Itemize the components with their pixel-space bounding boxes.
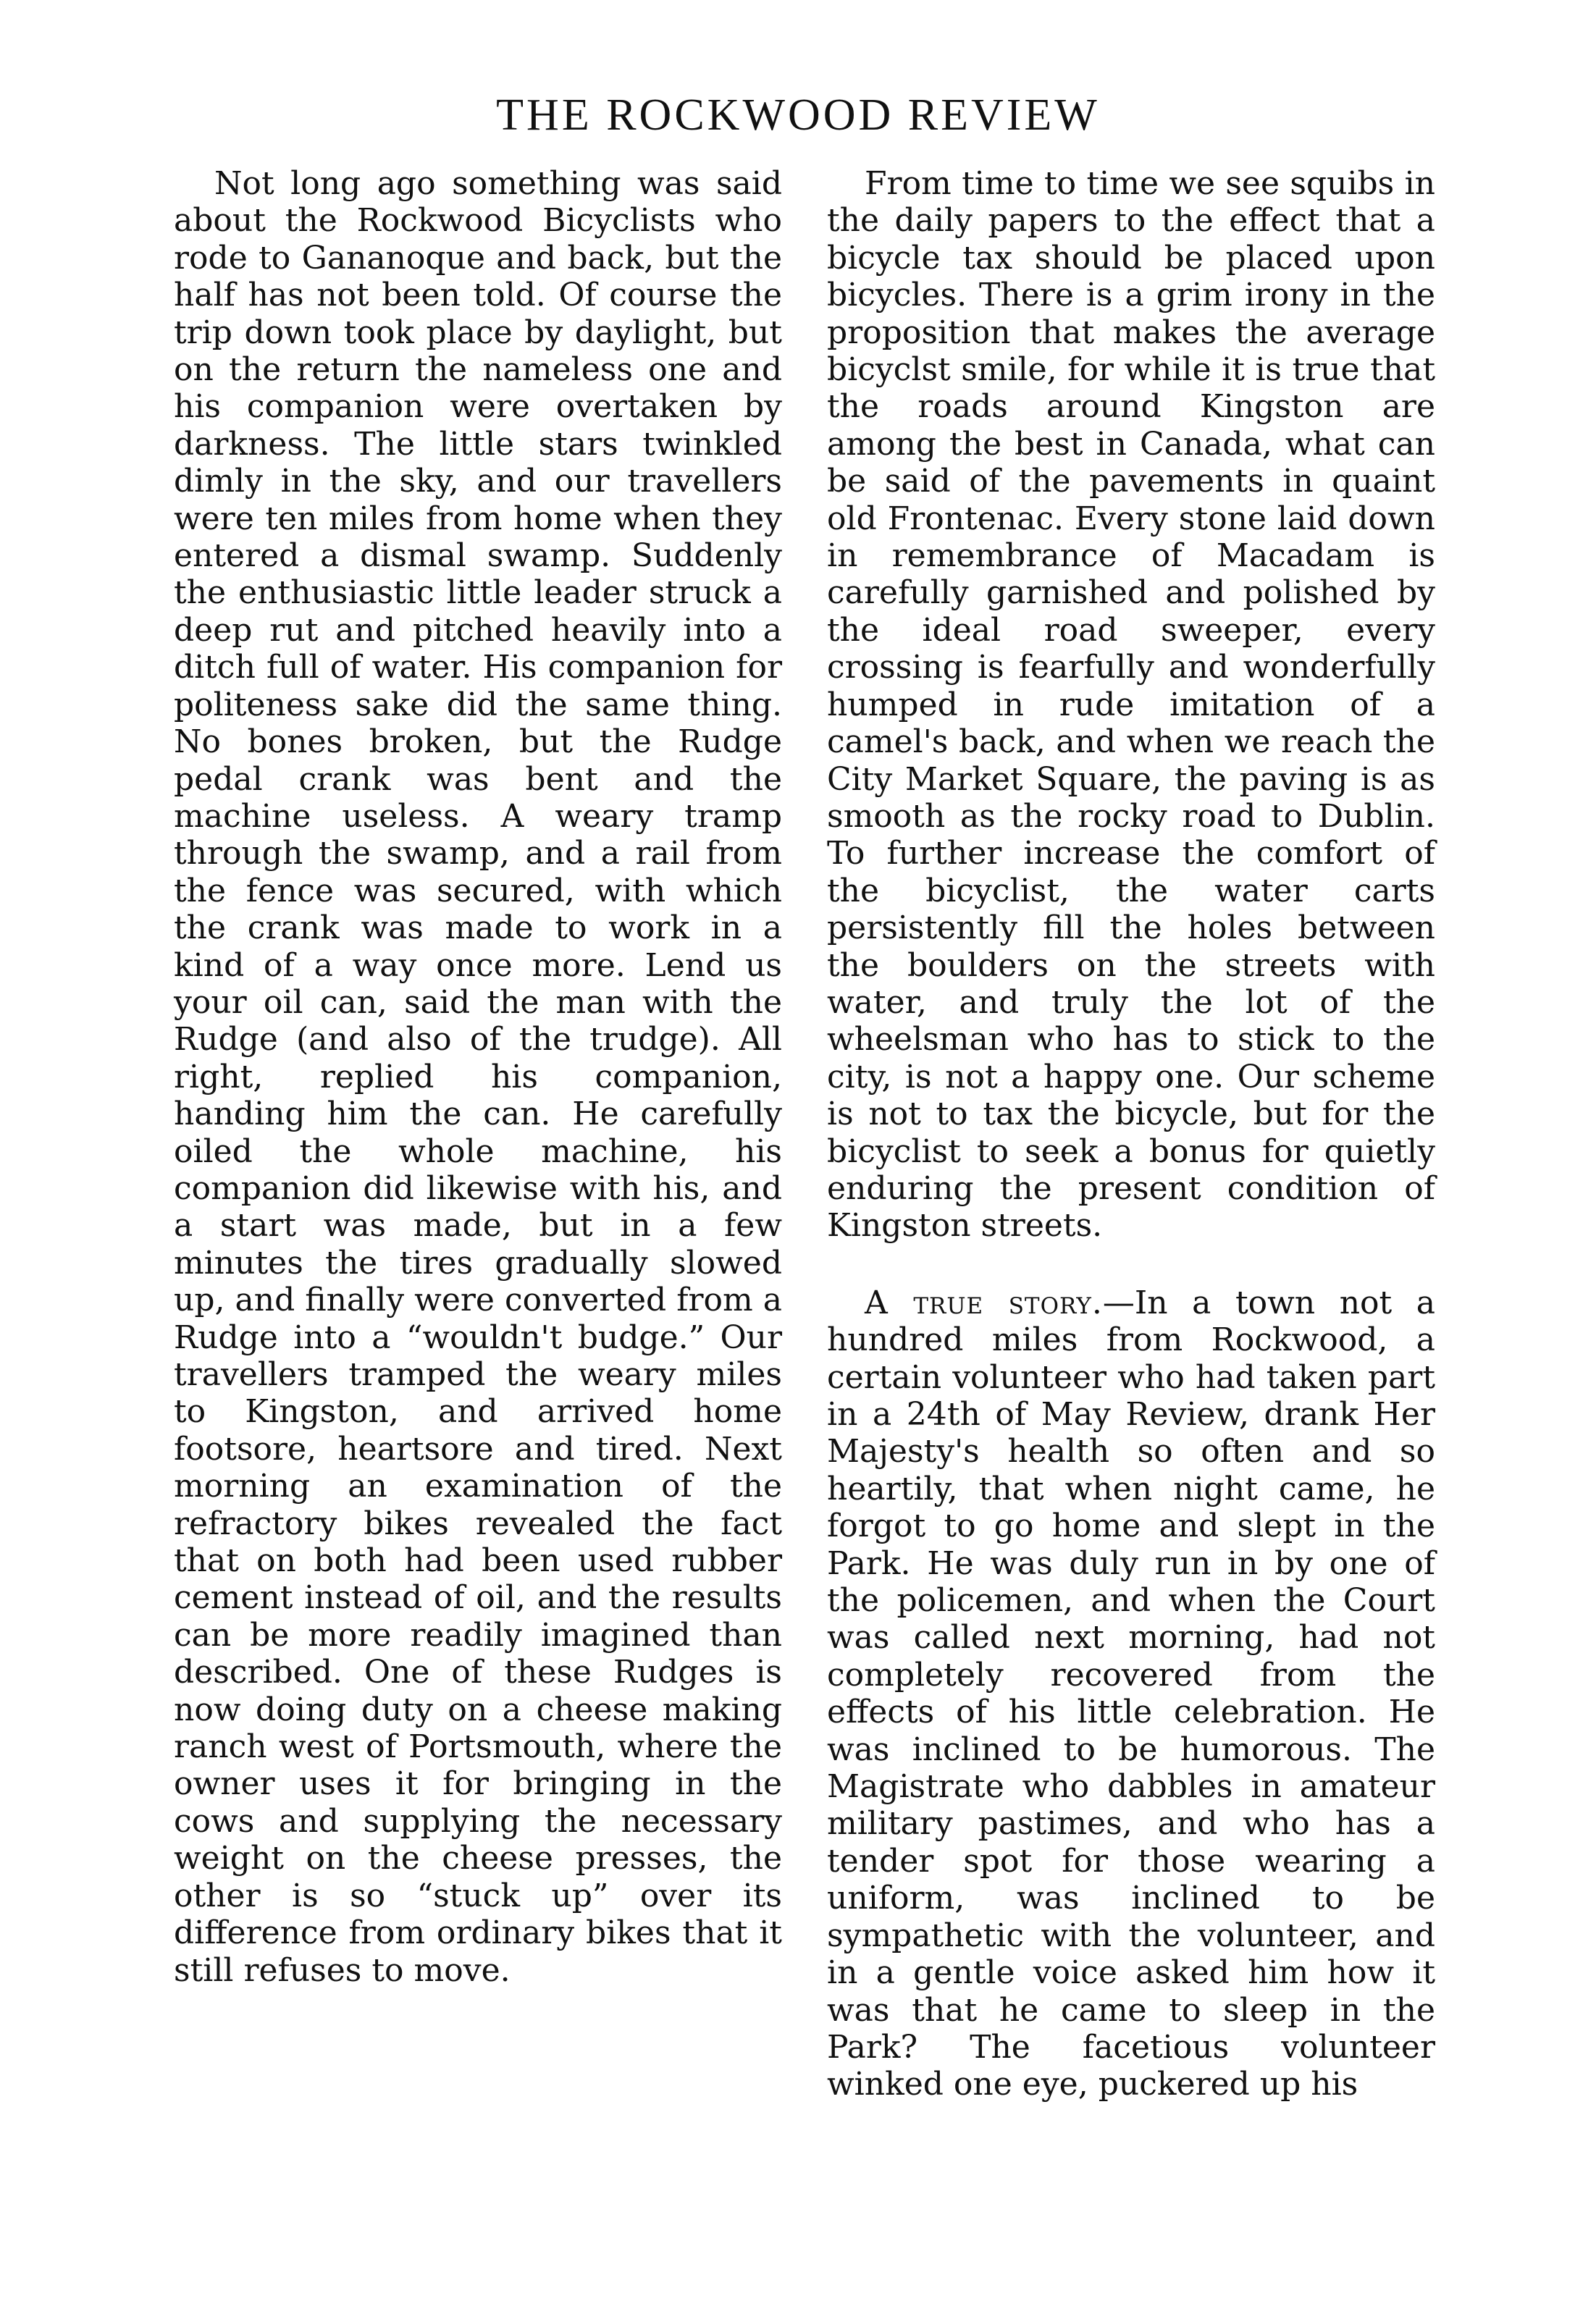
right-column <box>827 165 1435 2103</box>
true-story-paragraph <box>827 1284 1435 2103</box>
bicyclists-paragraph: Not long ago something was said about the Rockwood Bicyclists who rode to Gananoque and back, but the half has not been told. Of course the trip down took place by daylight, but on the return the nameless one and his companion were overtaken by darkness. The little stars twinkled dimly in the sky, and our travellers were ten miles from home when they entered a dismal swamp. Suddenly the enthusiastic little leader struck a deep rut and pitched heavily into a ditch full of water. His companion for politeness sake did the same thing. No bones broken, but the Rudge pedal crank was bent and the machine useless. A weary tramp through the swamp, and a rail from the fence was secured, with which the crank was made to work in a kind of a way once more. Lend us your oil can, said the man with the Rudge (and also of the trudge). All right, replied his companion, handing him the can. He carefully oiled the whole machine, his companion did likewise with his, and a start was made, but in a few minutes the tires gradually slowed up, and finally were converted from a Rudge into a “wouldn't budge.” Our travellers tramped the weary miles to Kingston, and arrived home footsore, heartsore and tired. Next morning an examination of the refractory bikes revealed the fact that on both had been used rubber cement instead of oil, and the results can be more readily imagined than described. One of these Rudges is now doing duty on a cheese making ranch west of Portsmouth, where the owner uses it for bringing in the cows and supplying the necessary weight on the cheese presses, the other is so “stuck up” over its difference from ordinary bikes that it still refuses to move. <box>174 165 782 1989</box>
left-column <box>174 165 782 1989</box>
true-story-body: —In a town not a hundred miles from Rockwood, a certain volunteer who had taken part in a 24th of May Review, drank Her Majesty's health so often and so heartily, that when night came, he forgot to go home and slept in the Park. He was duly run in by one of the policemen, and when the Court was called next morning, had not completely recovered from the effects of his little celebration. He was inclined to be humorous. The Magistrate who dabbles in amateur military pastimes, and who has a tender spot for those wearing a uniform, was inclined to be sympathetic with the volunteer, and in a gentle voice asked him how it was that he came to sleep in the Park? The facetious volunteer winked one eye, puckered up his <box>827 1284 1436 2103</box>
true-story-lead: A true story. <box>865 1284 1103 1321</box>
page-title: THE ROCKWOOD REVIEW <box>496 91 1100 140</box>
bicycle-tax-paragraph: From time to time we see squibs in the daily papers to the effect that a bicycle tax should be placed upon bicycles. There is a grim irony in the proposition that makes the average bicyclst smile, for while it is true that the roads around Kingston are among the best in Canada, what can be said of the pavements in quaint old Frontenac. Every stone laid down in remembrance of Macadam is carefully garnished and polished by the ideal road sweeper, every crossing is fearfully and wonderfully humped in rude imitation of a camel's back, and when we reach the City Market Square, the paving is as smooth as the rocky road to Dublin. To further increase the comfort of the bicyclist, the water carts persistently fill the holes between the boulders on the streets with water, and truly the lot of the wheelsman who has to stick to the city, is not a happy one. Our scheme is not to tax the bicycle, but for the bicyclist to seek a bonus for quietly enduring the present condition of Kingston streets. <box>827 165 1435 1245</box>
